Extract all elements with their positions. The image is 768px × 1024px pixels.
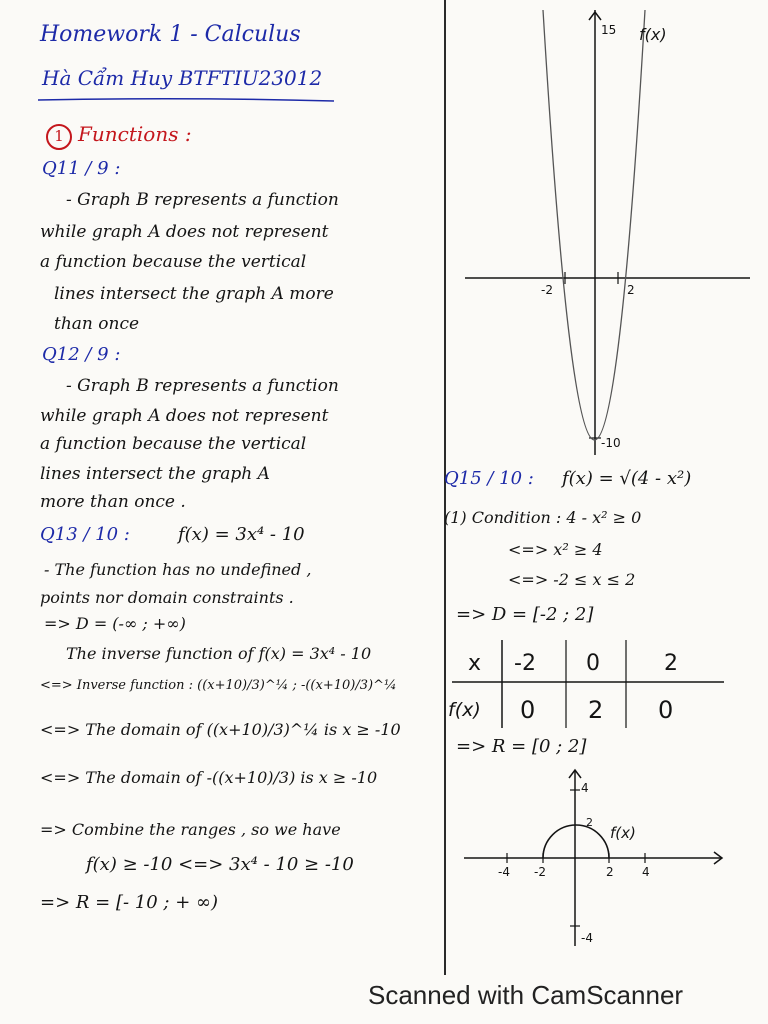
- q13-line: => R = [- 10 ; + ∞): [40, 892, 219, 913]
- graph-function-label: f(x): [610, 824, 636, 842]
- q15-formula: f(x) = √(4 - x²): [562, 468, 692, 489]
- table-header: -2: [514, 651, 536, 676]
- graph-semicircle: [460, 766, 730, 956]
- q15-line: (1) Condition : 4 - x² ≥ 0: [444, 508, 642, 527]
- q15-line: <=> x² ≥ 4: [508, 540, 603, 559]
- q13-line: => Combine the ranges , so we have: [40, 820, 341, 839]
- homework-title: Homework 1 - Calculus: [40, 22, 301, 47]
- section-heading: [46, 122, 192, 150]
- q13-line: The inverse function of f(x) = 3x⁴ - 10: [66, 644, 372, 663]
- camscanner-watermark: Scanned with CamScanner: [368, 980, 684, 1010]
- table-value: 0: [520, 696, 536, 724]
- q13-label: Q13 / 10 :: [40, 524, 130, 545]
- x-left-label: -2: [541, 283, 553, 297]
- q11-line: - Graph B represents a function: [66, 190, 339, 210]
- x-tick-label: 4: [642, 865, 650, 879]
- q11-line: a function because the vertical: [40, 252, 307, 272]
- semicircle-curve: [543, 825, 609, 858]
- table-header-x: x: [468, 651, 482, 676]
- section-number: 1: [46, 124, 72, 150]
- y-min-label: -4: [581, 931, 593, 945]
- parabola-curve: [543, 10, 645, 440]
- q11-line: than once: [54, 314, 140, 334]
- graph-function-label: f(x): [639, 25, 667, 44]
- table-header: 2: [664, 651, 678, 676]
- q15-range: => R = [0 ; 2]: [456, 736, 587, 757]
- q13-line: <=> The domain of ((x+10)/3)^¼ is x ≥ -10: [40, 720, 401, 739]
- x-tick-label: -4: [498, 865, 510, 879]
- y-max-label: 15: [601, 23, 617, 37]
- variation-table: [448, 636, 728, 732]
- x-tick-label: 2: [606, 865, 614, 879]
- q12-label: Q12 / 9 :: [42, 344, 121, 365]
- q13-line: - The function has no undefined ,: [44, 560, 312, 579]
- q12-line: - Graph B represents a function: [66, 376, 339, 396]
- table-row-label: f(x): [448, 699, 481, 721]
- q15-line: => D = [-2 ; 2]: [456, 604, 594, 625]
- q13-line: points nor domain constraints .: [40, 588, 294, 607]
- y-mid-label: 2: [586, 816, 593, 829]
- q12-line: a function because the vertical: [40, 434, 307, 454]
- y-max-label: 4: [581, 781, 589, 795]
- table-value: 0: [658, 696, 674, 724]
- q12-line: lines intersect the graph A: [40, 464, 270, 484]
- x-right-label: 2: [627, 283, 635, 297]
- q13-line: <=> The domain of -((x+10)/3) is x ≥ -10: [40, 768, 378, 787]
- q15-label: Q15 / 10 :: [444, 468, 534, 489]
- q13-line: f(x) ≥ -10 <=> 3x⁴ - 10 ≥ -10: [86, 854, 354, 875]
- q13-line: => D = (-∞ ; +∞): [44, 614, 186, 633]
- table-header: 0: [586, 651, 600, 676]
- q13-line: <=> Inverse function : ((x+10)/3)^¼ ; -((x+10)/3)^¼: [40, 678, 397, 693]
- q15-line: <=> -2 ≤ x ≤ 2: [508, 570, 636, 589]
- q12-line: while graph A does not represent: [40, 406, 329, 426]
- q11-line: while graph A does not represent: [40, 222, 329, 242]
- q12-line: more than once .: [40, 492, 186, 512]
- graph-f-x: [455, 10, 755, 460]
- y-min-label: -10: [601, 436, 621, 450]
- x-tick-label: -2: [534, 865, 546, 879]
- section-title: Functions :: [78, 122, 192, 146]
- q13-formula: f(x) = 3x⁴ - 10: [178, 524, 305, 545]
- table-value: 2: [588, 696, 604, 724]
- student-name-id: Hà Cẩm Huy BTFTIU23012: [42, 66, 323, 90]
- header-underline: [36, 96, 336, 104]
- q11-label: Q11 / 9 :: [42, 158, 121, 179]
- q11-line: lines intersect the graph A more: [54, 284, 334, 304]
